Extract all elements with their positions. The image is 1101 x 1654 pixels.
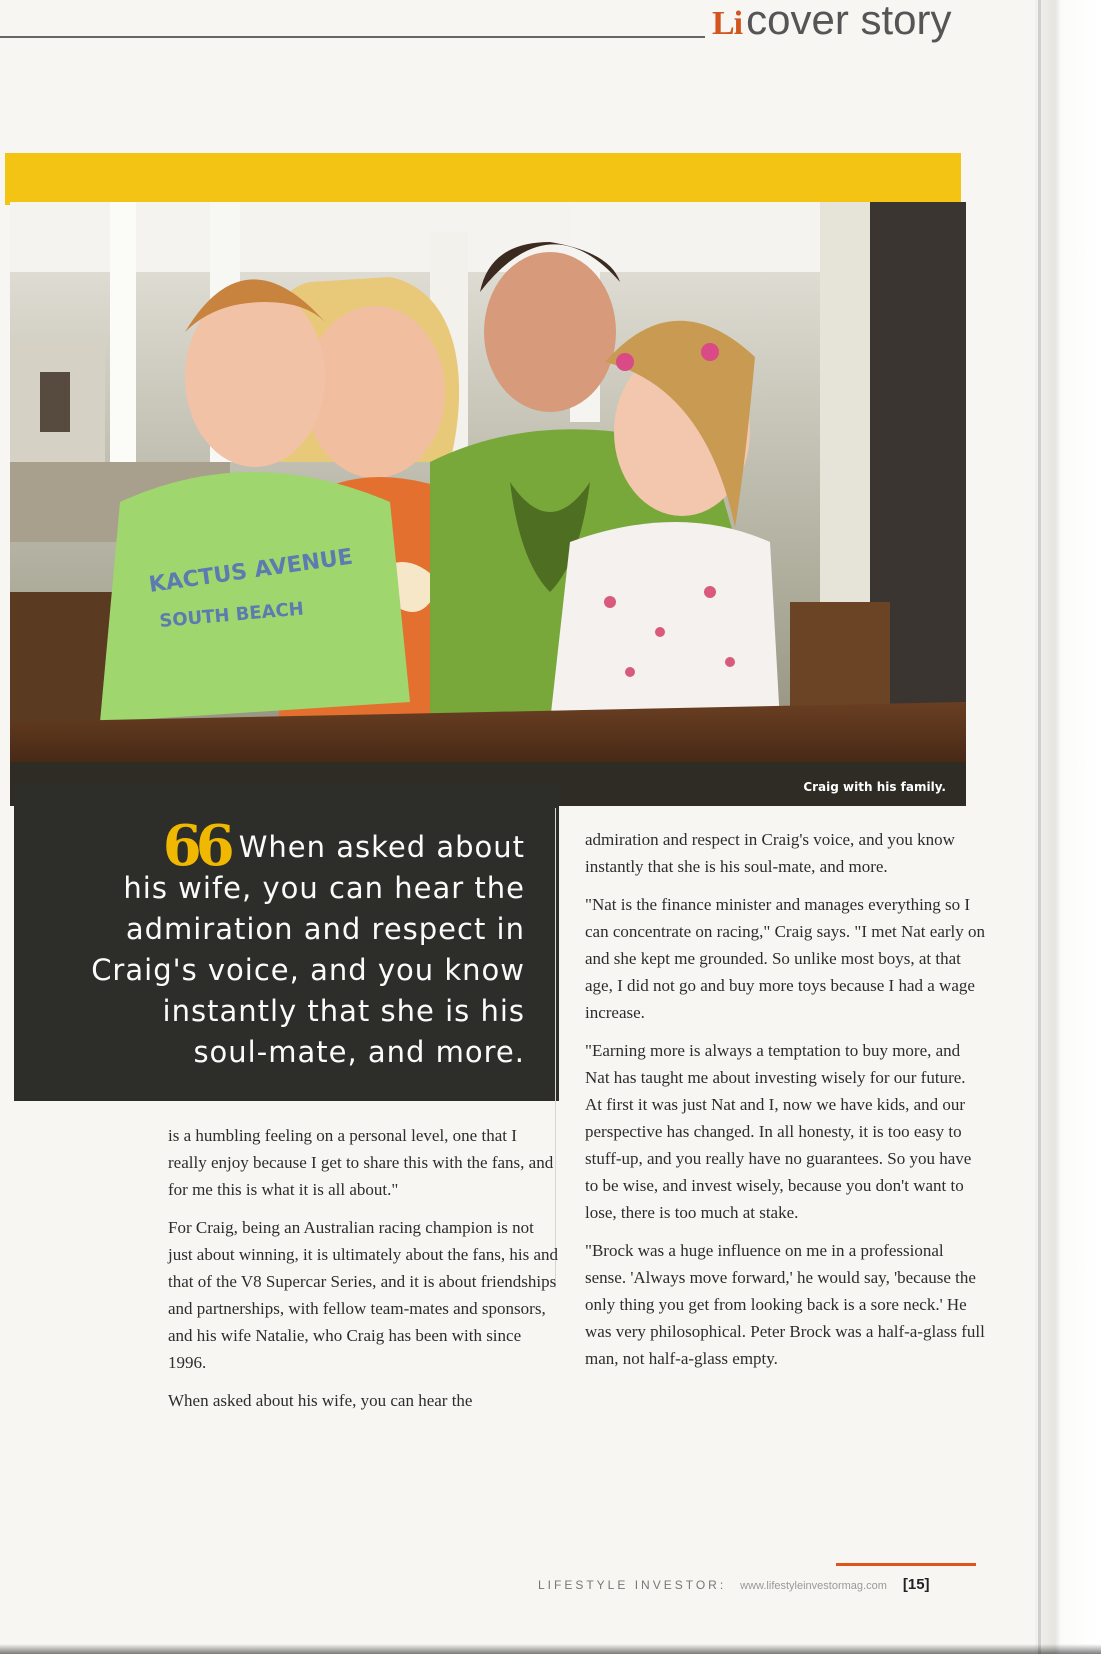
shirt-print-line-2: SOUTH BEACH [158, 598, 305, 632]
article-column-left [168, 1122, 558, 1425]
article-paragraph: is a humbling feeling on a personal level, one that I really enjoy because I get to share this with the fans, and for me this is what it is all about." [168, 1126, 554, 1199]
family-photo [10, 202, 966, 806]
brand-logo: Li [712, 5, 743, 42]
page-fold-line [1038, 0, 1041, 1654]
page-edge [1035, 0, 1101, 1654]
header-rule [0, 36, 705, 38]
section-label: cover story [746, 0, 952, 43]
quote-mark-icon: 66 [162, 813, 229, 879]
article-paragraph: When asked about his wife, you can hear the [168, 1391, 473, 1410]
pull-quote [14, 785, 559, 1101]
pull-quote-text: When asked about his wife, you can hear the admiration and respect in Craig's voice, and you know instantly that she is his soul-mate, and more. [91, 830, 525, 1069]
article-paragraph: "Nat is the finance minister and manages everything so I can concentrate on racing," Craig says. "I met Nat early on and she kept me grounded. So unlike most boys, at that age, I did not go and buy more toys because I had a wage increase. [585, 895, 985, 1022]
footer-url: www.lifestyleinvestormag.com [740, 1580, 887, 1592]
article-paragraph: admiration and respect in Craig's voice, and you know instantly that she is his soul-mate, and more. [585, 830, 955, 876]
article-paragraph: "Brock was a huge influence on me in a professional sense. 'Always move forward,' he would say, 'because the only thing you get from looking back is a sore neck.' He was very philosophical. Peter Brock was a half-a-glass full man, not half-a-glass empty. [585, 1241, 985, 1368]
photo-accent-band [5, 153, 961, 205]
footer-accent-rule [836, 1563, 976, 1566]
page-bottom-shadow [0, 1644, 1101, 1654]
family-photo-illustration [10, 202, 966, 806]
section-header [712, 0, 952, 46]
shirt-print-line-1: KACTUS AVENUE [147, 544, 355, 598]
article-paragraph: "Earning more is always a temptation to buy more, and Nat has taught me about investing wisely for our future. At first it was just Nat and I, now we have kids, and our perspective has changed. In all honesty, it is too easy to stuff-up, and you really have no guarantees. So you have to be wise, and invest wisely, because you don't want to lose, there is too much at stake. [585, 1041, 972, 1222]
page-footer [538, 1576, 988, 1593]
article-column-right [585, 826, 985, 1383]
page-number: [15] [902, 1576, 930, 1593]
article-paragraph: For Craig, being an Australian racing champion is not just about winning, it is ultimately about the fans, his and that of the V8 Supercar Series, and it is about friendships and partnerships, with fellow team-mates and sponsors, and his wife Natalie, who Craig has been with since 1996. [168, 1218, 559, 1372]
photo-caption: Craig with his family. [803, 780, 946, 794]
footer-publication: LIFESTYLE INVESTOR: [538, 1578, 727, 1592]
